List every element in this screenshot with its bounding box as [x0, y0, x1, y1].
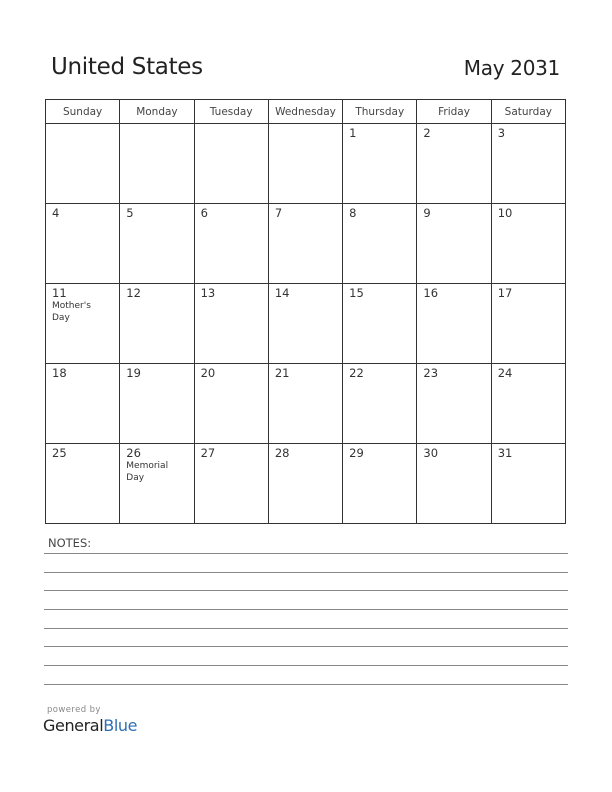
day-number: 4 [52, 206, 60, 220]
day-cell [268, 204, 342, 284]
day-cell [343, 204, 417, 284]
day-number: 6 [200, 206, 208, 220]
notes-line [44, 590, 568, 591]
day-number: 30 [423, 446, 439, 460]
day-cell [46, 364, 120, 444]
day-cell [491, 284, 565, 364]
weekday-header: Thursday [343, 100, 417, 124]
notes-line [44, 553, 568, 554]
country-title: United States [51, 54, 203, 80]
day-cell [417, 364, 491, 444]
day-number: 15 [349, 286, 364, 300]
powered-by-text: powered by [47, 705, 101, 715]
day-number: 2 [423, 126, 431, 140]
day-number: 7 [274, 206, 283, 220]
day-cell [491, 444, 565, 524]
weekday-header: Sunday [46, 100, 120, 124]
notes-line [44, 684, 568, 685]
day-number: 12 [126, 286, 141, 300]
day-cell [417, 444, 491, 524]
week-row [46, 284, 566, 364]
day-cell [268, 284, 342, 364]
day-number: 25 [52, 446, 67, 460]
weekday-header: Monday [120, 100, 194, 124]
notes-line [44, 665, 568, 666]
day-cell [268, 124, 342, 204]
weekday-header: Friday [417, 100, 491, 124]
day-number: 10 [497, 206, 513, 220]
day-cell [120, 444, 194, 524]
day-number: 3 [497, 126, 506, 140]
week-row [46, 204, 566, 284]
day-number: 27 [200, 446, 216, 460]
day-number: 8 [349, 206, 357, 220]
day-number: 21 [274, 366, 290, 380]
day-number: 22 [349, 366, 364, 380]
day-cell [268, 364, 342, 444]
day-number: 26 [126, 446, 141, 460]
day-cell [194, 364, 268, 444]
day-cell [491, 204, 565, 284]
week-row [46, 444, 566, 524]
day-cell [46, 124, 120, 204]
day-cell [120, 364, 194, 444]
notes-line [44, 628, 568, 629]
weekday-header: Wednesday [268, 100, 342, 124]
weekday-header: Tuesday [194, 100, 268, 124]
day-number: 24 [497, 366, 513, 380]
day-number: 1 [349, 126, 357, 140]
day-number: 11 [52, 286, 67, 300]
day-cell [46, 204, 120, 284]
day-number: 5 [126, 206, 134, 220]
notes-label: NOTES: [48, 536, 92, 550]
day-cell [268, 444, 342, 524]
day-number: 19 [126, 366, 141, 380]
day-cell [491, 364, 565, 444]
generalblue-logo [43, 716, 137, 735]
day-cell [194, 124, 268, 204]
holiday-label: Mother's Day [52, 301, 91, 323]
day-cell [120, 124, 194, 204]
holiday-label: Memorial Day [126, 461, 169, 483]
month-title: May 2031 [463, 56, 560, 80]
notes-line [44, 572, 568, 573]
week-row [46, 364, 566, 444]
day-number: 18 [52, 366, 67, 380]
day-cell [343, 364, 417, 444]
notes-line [44, 646, 568, 647]
weekday-header: Saturday [491, 100, 565, 124]
day-number: 28 [274, 446, 290, 460]
calendar-grid [45, 99, 566, 524]
day-number: 16 [423, 286, 439, 300]
day-cell [120, 284, 194, 364]
day-cell [46, 284, 120, 364]
day-cell [491, 124, 565, 204]
day-number: 17 [497, 286, 513, 300]
day-cell [194, 444, 268, 524]
weekday-header-row [46, 100, 566, 124]
day-cell [417, 124, 491, 204]
day-number: 31 [497, 446, 513, 460]
day-number: 23 [423, 366, 439, 380]
day-number: 9 [423, 206, 431, 220]
day-cell [46, 444, 120, 524]
day-cell [343, 444, 417, 524]
notes-line [44, 609, 568, 610]
day-cell [194, 284, 268, 364]
day-cell [194, 204, 268, 284]
day-cell [343, 284, 417, 364]
week-row [46, 124, 566, 204]
day-cell [343, 124, 417, 204]
day-number: 13 [200, 286, 216, 300]
brand-general: General [43, 716, 104, 735]
day-cell [120, 204, 194, 284]
day-cell [417, 204, 491, 284]
day-cell [417, 284, 491, 364]
day-number: 29 [349, 446, 364, 460]
brand-blue: Blue [103, 716, 138, 735]
day-number: 20 [200, 366, 216, 380]
day-number: 14 [274, 286, 290, 300]
